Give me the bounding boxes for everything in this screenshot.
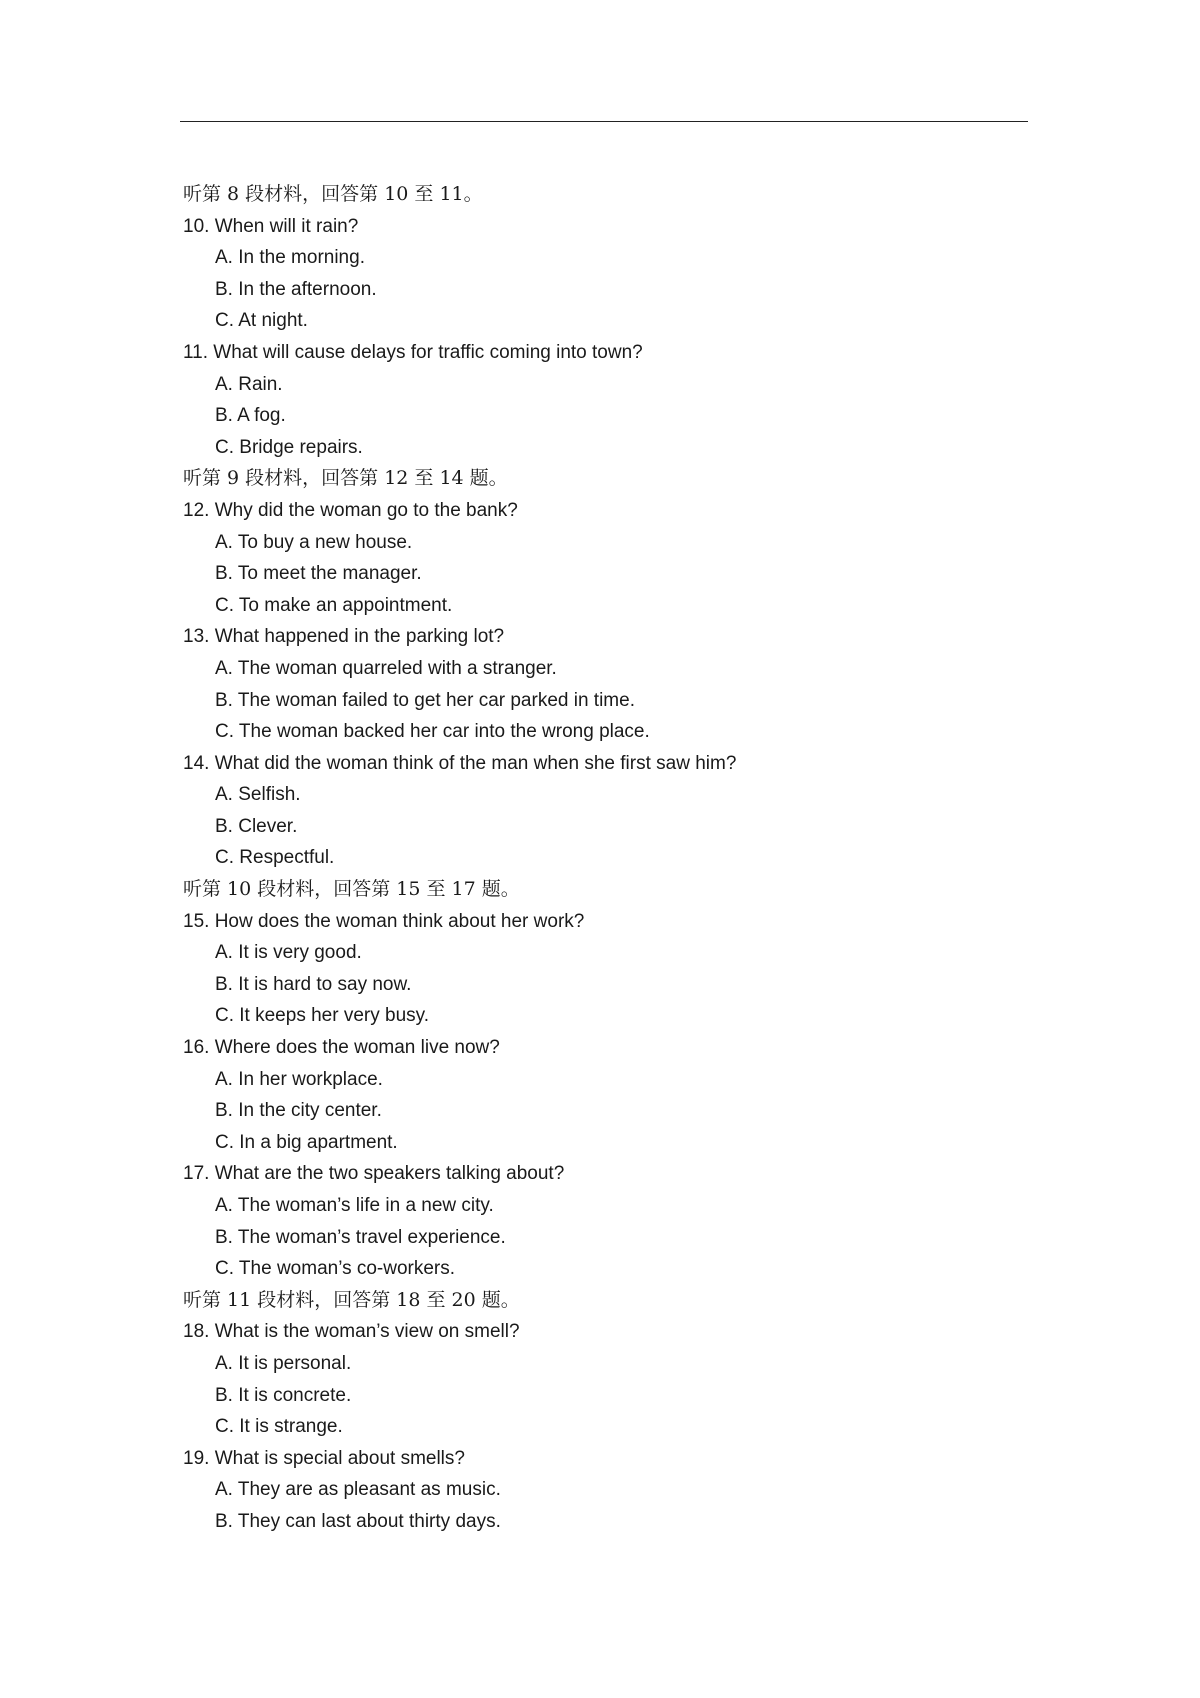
answer-option: B. In the afternoon. <box>215 278 377 300</box>
exam-content <box>183 179 1043 1538</box>
answer-option: A. In her workplace. <box>215 1068 383 1090</box>
question-stem: 19. What is special about smells? <box>183 1447 465 1469</box>
question-stem: 17. What are the two speakers talking about? <box>183 1163 565 1185</box>
question-stem: 12. Why did the woman go to the bank? <box>183 499 518 521</box>
answer-option: C. At night. <box>215 310 308 332</box>
answer-option: A. The woman quarreled with a stranger. <box>215 657 557 679</box>
answer-option: A. It is personal. <box>215 1352 352 1374</box>
question-stem: 15. How does the woman think about her work? <box>183 910 585 932</box>
question-stem: 14. What did the woman think of the man when she first saw him? <box>183 752 737 774</box>
answer-option: B. The woman’s travel experience. <box>215 1226 506 1248</box>
answer-option: C. In a big apartment. <box>215 1131 398 1153</box>
answer-option: A. Rain. <box>215 373 283 395</box>
answer-option: A. They are as pleasant as music. <box>215 1479 501 1501</box>
question-stem: 18. What is the woman’s view on smell? <box>183 1321 520 1343</box>
answer-option: A. The woman’s life in a new city. <box>215 1195 494 1216</box>
section-heading: 听第 10 段材料，回答第 15 至 17 题。 <box>183 878 520 901</box>
answer-option: C. It is strange. <box>215 1416 343 1438</box>
answer-option: C. To make an appointment. <box>215 594 453 616</box>
answer-option: B. It is hard to say now. <box>215 973 412 995</box>
answer-option: A. It is very good. <box>215 942 362 964</box>
answer-option: A. To buy a new house. <box>215 531 413 553</box>
question-stem: 16. Where does the woman live now? <box>183 1037 500 1059</box>
answer-option: C. Respectful. <box>215 847 335 869</box>
answer-option: B. It is concrete. <box>215 1384 352 1406</box>
answer-option: B. A fog. <box>215 405 286 427</box>
answer-option: C. The woman backed her car into the wrong place. <box>215 721 650 743</box>
answer-option: B. They can last about thirty days. <box>215 1510 501 1532</box>
answer-option: C. The woman’s co-workers. <box>215 1258 456 1280</box>
answer-option: B. To meet the manager. <box>215 563 422 585</box>
answer-option: C. It keeps her very busy. <box>215 1005 430 1027</box>
answer-option: B. In the city center. <box>215 1100 382 1122</box>
answer-option: B. The woman failed to get her car parked in time. <box>215 689 635 711</box>
question-stem: 11. What will cause delays for traffic coming into town? <box>183 341 643 363</box>
answer-option: B. Clever. <box>215 815 298 837</box>
section-heading: 听第 11 段材料，回答第 18 至 20 题。 <box>183 1288 520 1311</box>
question-stem: 10. When will it rain? <box>183 215 359 237</box>
question-stem: 13. What happened in the parking lot? <box>183 626 505 648</box>
answer-option: C. Bridge repairs. <box>215 436 363 458</box>
section-heading: 听第 8 段材料，回答第 10 至 11。 <box>183 183 483 205</box>
section-heading: 听第 9 段材料，回答第 12 至 14 题。 <box>183 467 508 490</box>
answer-option: A. Selfish. <box>215 784 301 806</box>
answer-option: A. In the morning. <box>215 247 365 269</box>
header-rule <box>180 121 1028 122</box>
